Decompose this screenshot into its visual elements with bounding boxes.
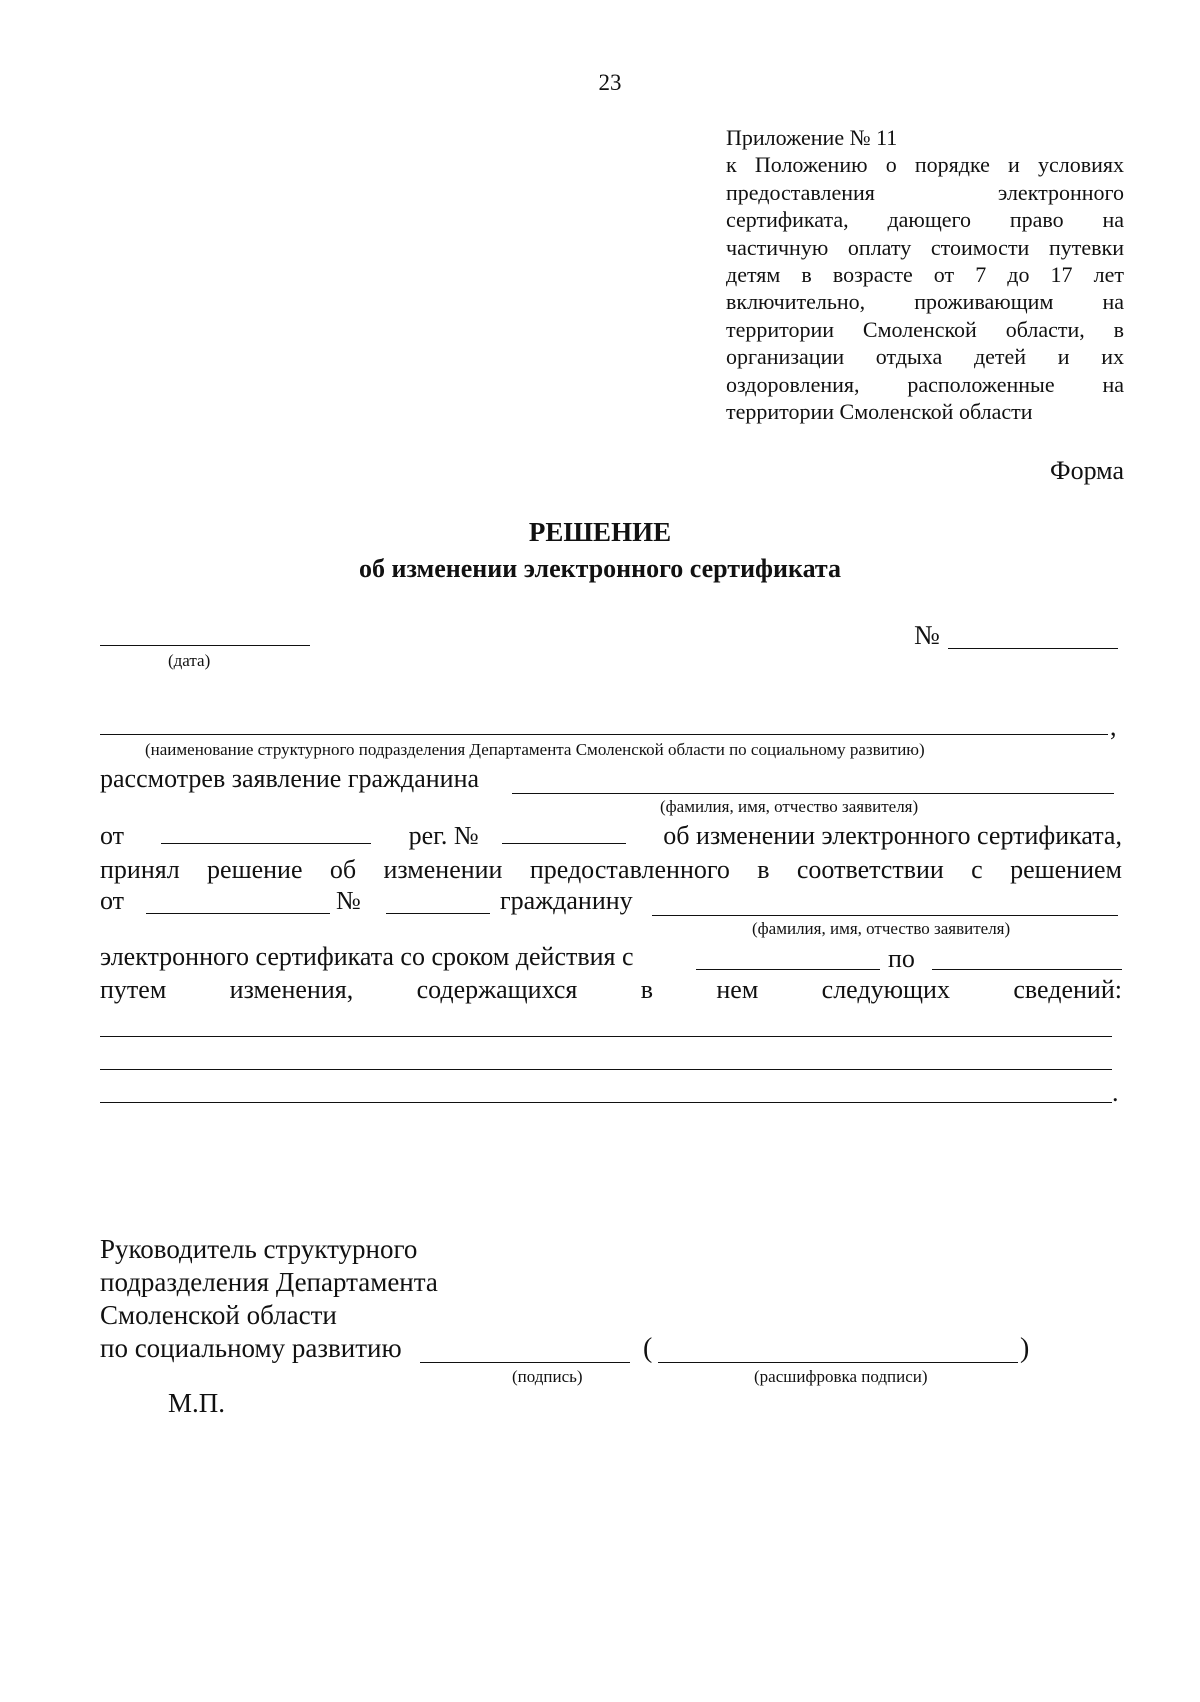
changes-word: путем [100,975,167,1004]
number-label: № [914,620,940,650]
decision-number-blank[interactable] [948,648,1118,649]
application-date-blank[interactable] [161,821,371,844]
signature-caption: (подпись) [512,1367,583,1386]
decision-word: решение [207,855,303,884]
signature-blank[interactable] [420,1362,630,1363]
signer-title-line-3: Смоленской области [100,1300,337,1330]
applicant-name-caption-2: (фамилия, имя, отчество заявителя) [752,919,1011,938]
considered-application-text: рассмотрев заявление гражданина [100,764,480,793]
signer-title-line-2: подразделения Департамента [100,1267,438,1297]
decision-word: с [971,855,983,884]
changes-blank-2[interactable] [100,1069,1112,1070]
decision-word: изменении [383,855,503,884]
decision-word: решением [1010,855,1122,884]
prior-decision-number-label: № [336,886,361,915]
reg-number-label: рег. № [408,821,479,850]
applicant-name-blank-2[interactable] [652,915,1118,916]
annex-block [726,124,1124,425]
stamp-place-label: М.П. [168,1388,226,1418]
date-caption: (дата) [168,651,211,670]
about-change-text: об изменении электронного сертификата, [663,821,1122,850]
changes-blank-1[interactable] [100,1036,1112,1037]
applicant-name-caption-1: (фамилия, имя, отчество заявителя) [660,797,919,816]
from-label: от [100,821,125,850]
changes-line [100,975,1122,1005]
document-title: РЕШЕНИЕ [528,517,672,547]
decision-word: принял [100,855,180,884]
organization-comma: , [1110,712,1117,741]
reg-number-blank[interactable] [502,821,626,844]
annex-body: к Положению о порядке и условиях предоставления электронного сертификата, дающего право на частичную оплату стоимости путевки детям в возрасте от 7 до 17 лет включительно, проживающим на территории Смоленской области, в организации отдыха детей и их оздоровления, расположенные на территории Смоленской области [726,152,1124,425]
annex-title: Приложение № 11 [726,125,898,150]
changes-word: в [640,975,653,1004]
changes-blank-3[interactable] [100,1102,1112,1103]
signature-decode-blank[interactable] [658,1362,1018,1363]
applicant-name-blank-1[interactable] [512,793,1114,794]
changes-word: изменения, [229,975,354,1004]
changes-word: содержащихся [416,975,578,1004]
prior-decision-date-blank[interactable] [146,913,330,914]
organization-caption: (наименование структурного подразделения Департамента Смоленской области по социальному развитию) [145,740,925,759]
decision-word: об [329,855,357,884]
changes-word: следующих [821,975,950,1004]
signer-title-line-1: Руководитель структурного [100,1234,418,1264]
decision-word: соответствии [796,855,944,884]
prior-decision-from-label: от [100,886,125,915]
prior-decision-number-blank[interactable] [386,913,490,914]
final-period: . [1112,1078,1119,1107]
to-citizen-label: гражданину [500,886,633,915]
page-number: 23 [598,70,622,95]
date-blank[interactable] [100,645,310,646]
open-paren: ( [643,1333,653,1364]
document-subtitle: об изменении электронного сертификата [358,554,842,583]
application-line [100,821,1122,851]
validity-to-label: по [888,944,915,973]
signer-title-line-4: по социальному развитию [100,1333,402,1363]
decision-line [100,855,1122,885]
signature-decode-caption: (расшифровка подписи) [754,1367,928,1386]
form-label: Форма [1050,456,1124,485]
decision-word: предоставленного [529,855,730,884]
close-paren: ) [1020,1333,1030,1364]
organization-blank[interactable] [100,734,1108,735]
changes-word: нем [716,975,759,1004]
validity-text: электронного сертификата со сроком действия с [100,942,634,971]
changes-word: сведений: [1013,975,1122,1004]
decision-word: в [757,855,770,884]
validity-to-blank[interactable] [932,969,1122,970]
validity-from-blank[interactable] [696,969,880,970]
